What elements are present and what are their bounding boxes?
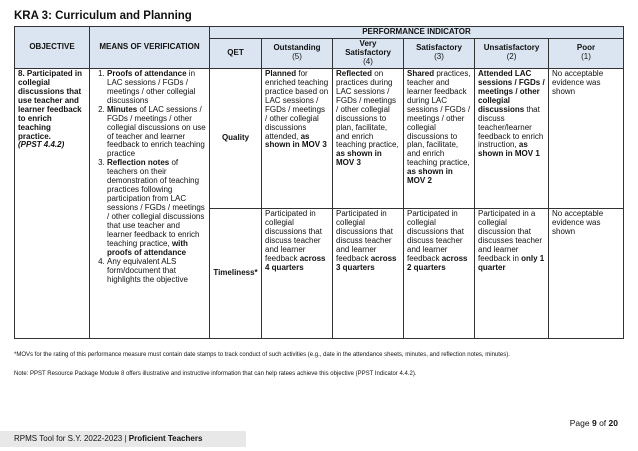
level-unsatisfactory-header: Unsatisfactory (2): [475, 39, 549, 69]
mov-item-2: 2. Minutes of LAC sessions / FGDs / meetings / other collegial discussions on use of teacher and learner feedback to enrich teaching practice: [107, 106, 206, 160]
qet-timeliness: Timeliness*: [210, 208, 262, 338]
level-outstanding-header: Outstanding (5): [262, 39, 333, 69]
timeliness-outstanding-cell: Participated in collegial discussions that discuss teacher and learner feedback across 4 quarters: [262, 208, 333, 338]
kra-table: [14, 26, 624, 339]
objective-text: 8. Participated in collegial discussions that use teacher and learner feedback to enrich teaching practice.: [18, 68, 83, 141]
timeliness-satisfactory-cell: Participated in collegial discussions that discuss teacher and learner feedback across 2 quarters: [404, 208, 475, 338]
level-poor-header: Poor (1): [549, 39, 624, 69]
qet-quality: Quality: [210, 68, 262, 208]
quality-unsatisfactory-cell: Attended LAC sessions / FGDs / meetings / other collegial discussions that discuss teacher/learner feedback to enrich instruction, as shown in MOV 1: [475, 68, 549, 208]
level-satisfactory-header: Satisfactory (3): [404, 39, 475, 69]
performance-indicator-header: PERFORMANCE INDICATOR: [210, 27, 624, 39]
quality-outstanding-cell: Planned for enriched teaching practice based on LAC sessions / FGDs / meetings / other collegial discussions attended, as shown in MOV 3: [262, 68, 333, 208]
mov-item-4: 4. Any equivalent ALS form/document that highlights the objective: [107, 258, 206, 285]
objective-cell: [15, 68, 90, 338]
page-title: KRA 3: Curriculum and Planning: [14, 10, 192, 22]
level-very-satisfactory-header: Very Satisfactory (4): [333, 39, 404, 69]
qet-header: QET: [210, 39, 262, 69]
mov-item-3: 3. Reflection notes of teachers on their demonstration of teaching practices following participation from LAC sessions / FGDs / meetings / other collegial discussions that use teacher and learner feedback to enrich teaching practice, with proofs of attendance: [107, 159, 206, 257]
means-of-verification-cell: [90, 68, 210, 338]
quality-poor-cell: No acceptable evidence was shown: [549, 68, 624, 208]
footnote-movs: *MOVs for the rating of this performance measure must contain date stamps to track conduct of such activities (e.g., date in the attendance sheets, minutes, and reflection notes, minutes).: [14, 352, 510, 358]
timeliness-very-satisfactory-cell: Participated in collegial discussions that discuss teacher and learner feedback across 3 quarters: [333, 208, 404, 338]
timeliness-unsatisfactory-cell: Participated in a collegial discussion that discusses teacher and learner feedback in only 1 quarter: [475, 208, 549, 338]
page-number: Page 9 of 20: [569, 418, 618, 428]
timeliness-poor-cell: No acceptable evidence was shown: [549, 208, 624, 338]
quality-satisfactory-cell: Shared practices, teacher and learner feedback during LAC sessions / FGDs / meetings / other collegial discussions to plan, facilitate, and enrich teaching practice, as shown in MOV 2: [404, 68, 475, 208]
means-header: MEANS OF VERIFICATION: [90, 27, 210, 69]
footer-banner: RPMS Tool for S.Y. 2022-2023 | Proficient Teachers: [0, 431, 246, 447]
mov-item-1: 1. Proofs of attendance in LAC sessions / FGDs / meetings / other collegial discussions: [107, 70, 206, 106]
footnote-note: Note: PPST Resource Package Module 8 offers illustrative and instructive information that can help ratees achieve this objective (PPST Indicator 4.4.2).: [14, 371, 417, 377]
objective-ref: (PPST 4.4.2): [18, 140, 65, 150]
objective-header: OBJECTIVE: [15, 27, 90, 69]
quality-very-satisfactory-cell: Reflected on practices during LAC sessions / FGDs / meetings / other collegial discussions to plan, facilitate, and enrich teaching practice, as shown in MOV 3: [333, 68, 404, 208]
